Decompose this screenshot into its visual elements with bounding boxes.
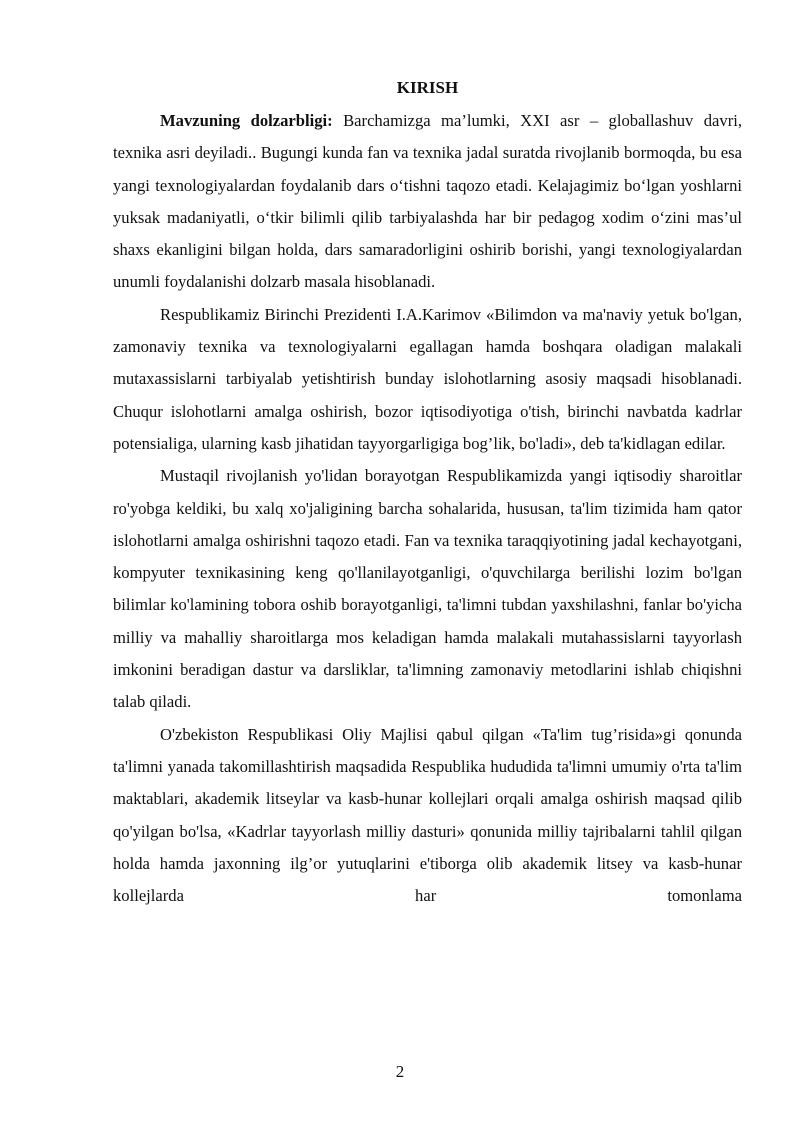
document-page: [113, 73, 742, 912]
section-title: KIRISH: [396, 78, 459, 97]
page-number: 2: [395, 1062, 405, 1081]
paragraph-independent-development: Mustaqil rivojlanish yo'lidan borayotgan Respublikamizda yangi iqtisodiy sharoitlar ro'yobga keldiki, bu xalq xo'jaligining barcha sohalarida, hususan, ta'lim tizimida ham qator islohotlarni amalga oshirishni taqozo etadi. Fan va texnika taraqqiyotining jadal kechayotgani, kompyuter texnikasining keng qo'llanilayotganligi, o'quvchilarga berilishi lozim bo'lgan bilimlar ko'lamining tobora oshib borayotganligi, ta'limni tubdan yaxshilashni, fanlar bo'yicha milliy va mahalliy sharoitlarga mos keladigan hamda malakali mutahassislarni tayyorlash imkonini beradigan dastur va darsliklar, ta'limning zamonaviy metodlarini ishlab chiqishni talab qiladi.: [113, 466, 742, 712]
paragraph-text: Barchamizga ma’lumki, XXI asr – globallashuv davri, texnika asri deyiladi.. Bugungi kunda fan va texnika jadal suratda rivojlanib bormoqda, bu esa yangi texnologiyalardan foydalanib dars o‘tishni taqozo etadi. Kelajagimiz bo‘lgan yoshlarni yuksak madaniyatli, o‘tkir bilimli qilib tarbiyalashda har bir pedagog xodim o‘zini mas’ul shaxs ekanligini bilgan holda, dars samaradorligini oshirib borishi, yangi texnologiyalardan unumli foydalanishi dolzarb masala hisoblanadi.: [113, 111, 742, 292]
paragraph-education-law: O'zbekiston Respublikasi Oliy Majlisi qabul qilgan «Ta'lim tug’risida»gi qonunda ta'limni yanada takomillashtirish maqsadida Respublika hududida ta'limni umumiy o'rta ta'lim maktablari, akademik litseylar va kasb-hunar kollejlari orqali amalga oshirish maqsad qilib qo'yilgan bo'lsa, «Kadrlar tayyorlash milliy dasturi» qonunida milliy tajribalarni tahlil qilgan holda hamda jaxonning ilg’or yutuqlarini e'tiborga olib akademik litsey va kasb-hunar kollejlarda har tomonlama: [113, 724, 742, 906]
paragraph-president-quote: Respublikamiz Birinchi Prezidenti I.A.Karimov «Bilimdon va ma'naviy yetuk bo'lgan, zamonaviy texnika va texnologiyalarni egallagan hamda boshqara oladigan malakali mutaxassislarni tarbiyalab yetishtirish bunday islohotlarning asosiy maqsadi hisoblanadi. Chuqur islohotlarni amalga oshirish, bozor iqtisodiyotiga o'tish, birinchi navbatda kadrlar potensialiga, ularning kasb jihatidan tayyorgarligiga bog’lik, bo'ladi», deb ta'kidlagan edilar.: [113, 304, 742, 453]
paragraph-lead-bold: Mavzuning dolzarbligi:: [160, 111, 333, 130]
paragraph-relevance: [113, 105, 742, 299]
